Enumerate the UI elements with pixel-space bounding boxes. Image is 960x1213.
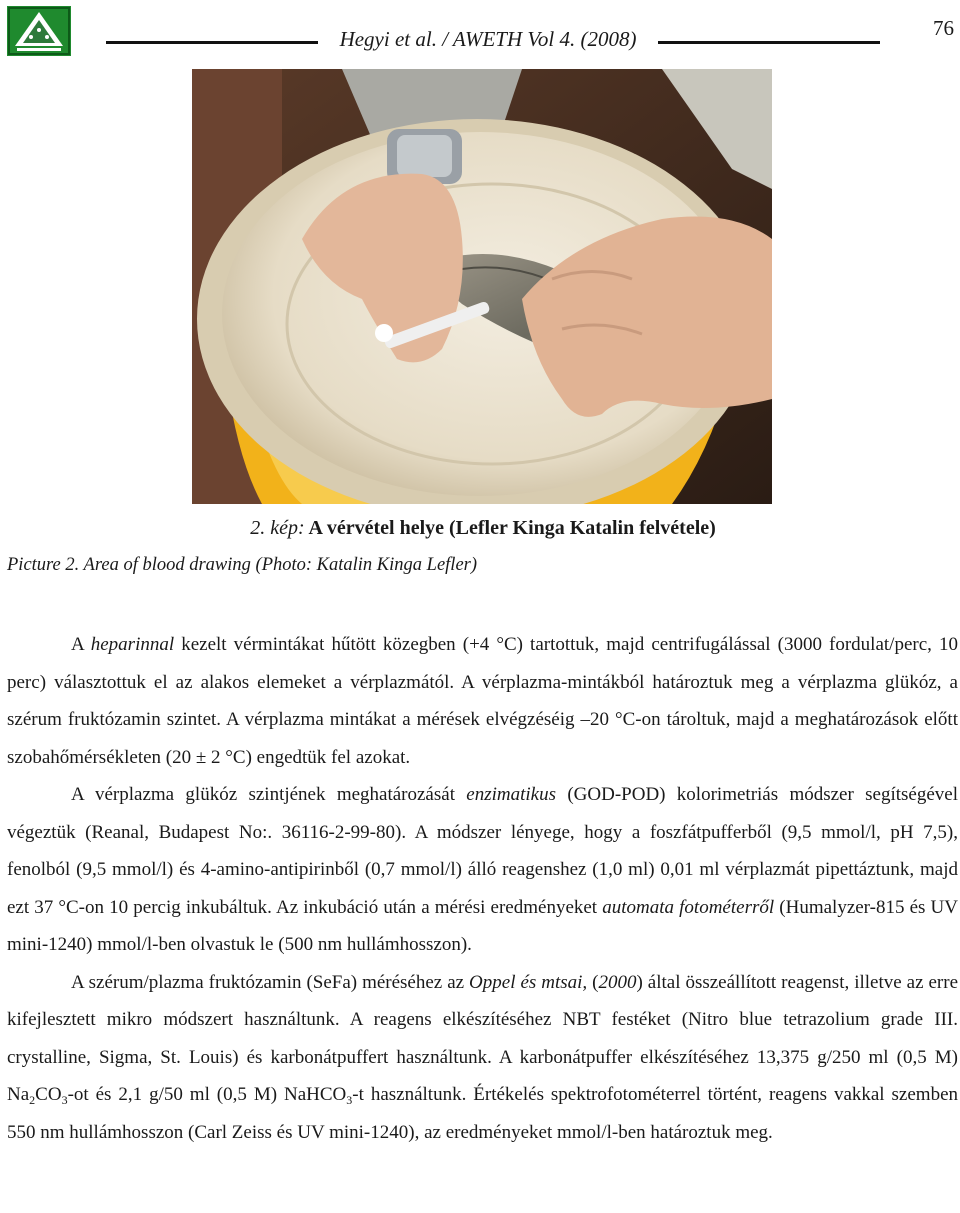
paragraph-fructosamine-method: [7, 964, 958, 1152]
italic-citation: Oppel és mtsai,: [469, 971, 588, 993]
subscript: 3: [61, 1093, 68, 1107]
text-run: kezelt vérmintákat hűtött közegben (+4 °C) tartottuk, majd centrifugálással (3000 fordulat/perc, 10 perc) választottuk el az alakos elemeket a vérplazmától. A vérplazma-mintákból határoztuk meg a vérplazma glükóz, a szérum fruktózamin szintet. A vérplazma mintákat a mérések elvégzéséig –20 °C-on tároltuk, majd a meghatározások előtt szobahőmérsékleten (20 ± 2 °C) engedtük fel azokat.: [7, 634, 958, 768]
caption-text: A vérvétel helye (Lefler Kinga Katalin felvétele): [304, 517, 716, 539]
italic-citation-year: 2000: [598, 971, 637, 993]
text-run: ) által összeállított reagenst, illetve az erre kifejlesztett mikro módszert használtunk. A reagens elkészítéséhez NBT festéket (Nitro blue tetrazolium grade III. crystalline, Sigma, St. Louis) és karbonátpuffert használtunk. A karbonátpuffer elkészítéséhez 13,375 g/250 ml (0,5 M) Na: [7, 971, 959, 1105]
paragraph-sample-processing: [7, 626, 958, 776]
figure-caption-english: Picture 2. Area of blood drawing (Photo: Katalin Kinga Lefler): [7, 555, 478, 575]
text-run: -ot és 2,1 g/50 ml (0,5 M) NaHCO: [67, 1084, 347, 1105]
caption-label: 2. kép:: [250, 517, 305, 539]
fish-blood-sampling-photo: [192, 69, 772, 504]
italic-term: enzimatikus: [466, 784, 557, 805]
italic-term: automata fotométerről: [602, 896, 775, 918]
text-run: A vérplazma glükóz szintjének meghatározását: [71, 784, 467, 805]
page-number: 76: [933, 16, 954, 40]
text-run: CO: [35, 1084, 62, 1105]
subscript: 3: [346, 1093, 353, 1107]
figure-caption-hungarian: [0, 517, 960, 540]
text-run: (Humalyzer-815 és UV mini-1240) mmol/l-ben olvastuk le (500 nm hullámhosszon).: [7, 896, 958, 955]
text-run: (GOD-POD) kolorimetriás módszer segítségével végeztük (Reanal, Budapest No:. 36116-2-99-80). A módszer lényege, hogy a foszfátpufferből (9,5 mmol/l, pH 7,5), fenolból (9,5 mmol/l) és 4-amino-antipirinből (0,7 mmol/l) álló reagenshez (1,0 ml) 0,01 ml vérplazmát pipettáztunk, majd ezt 37 °C-on 10 percig inkubáltuk. Az inkubáció után a mérési eredményeket: [7, 784, 958, 918]
text-run: A szérum/plazma fruktózamin (SeFa) méréséhez az: [71, 971, 470, 993]
text-run: A: [71, 634, 91, 655]
header-rule-right: [658, 41, 880, 44]
header-rule-left: [106, 41, 318, 44]
subscript: 2: [29, 1093, 36, 1107]
body-text: [7, 626, 958, 1151]
italic-term: heparinnal: [90, 634, 175, 655]
journal-logo-icon: [7, 6, 71, 56]
text-run: (: [587, 971, 599, 993]
paragraph-glucose-method: [7, 776, 958, 964]
running-head: Hegyi et al. / AWETH Vol 4. (2008): [339, 27, 637, 51]
text-run: -t használtunk. Értékelés spektrofotométerrel történt, reagens vakkal szemben 550 nm hullámhosszon (Carl Zeiss és UV mini-1240), az eredményeket mmol/l-ben határoztuk meg.: [7, 1084, 959, 1143]
